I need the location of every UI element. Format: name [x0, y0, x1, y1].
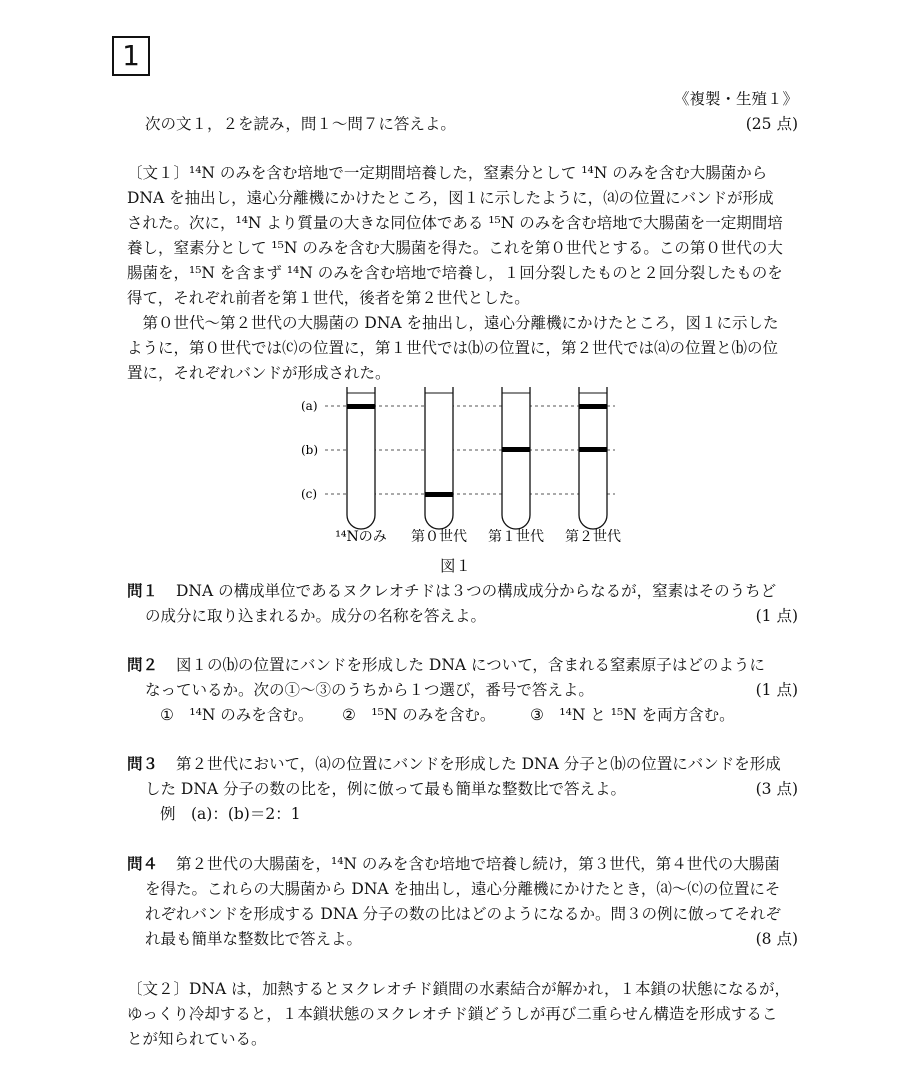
question-label: 問３ [127, 755, 159, 773]
text1-line: 腸菌を，¹⁵N を含まず ¹⁴N のみを含む培地で培養し，１回分裂したものと２回分裂したものを [127, 264, 783, 282]
instruction: 次の文１，２を読み，問１～問７に答えよ。 [145, 115, 456, 133]
question-number-box: 1 [112, 36, 150, 76]
figure-caption: 図１ [440, 557, 472, 575]
tube-generation-2 [579, 387, 607, 529]
figure-1-tubes [295, 383, 635, 553]
example: 例 (a)：(b)＝2：1 [160, 805, 301, 823]
text1-line: 養し，窒素分として ¹⁵N のみを含む大腸菌を得た。これを第０世代とする。この第０世代の大 [127, 239, 783, 257]
question-text: れ最も簡単な整数比で答えよ。 [145, 930, 363, 948]
tube-label-14n: ¹⁴Nのみ [335, 529, 387, 545]
text1-line: 得て，それぞれ前者を第１世代，後者を第２世代とした。 [127, 289, 530, 307]
tube-label-gen1: 第１世代 [488, 529, 544, 545]
option-1: ① ¹⁴N のみを含む。 [160, 706, 314, 724]
tube-label-gen0: 第０世代 [411, 529, 467, 545]
tube-label-gen2: 第２世代 [565, 529, 621, 545]
question-text: 第２世代において，⒜の位置にバンドを形成した DNA 分子と⒝の位置にバンドを形成 [176, 755, 781, 773]
tube-generation-1 [502, 387, 530, 529]
row-label-c: (c) [301, 487, 318, 501]
band-b [579, 447, 607, 452]
question-text: した DNA 分子の数の比を，例に倣って最も簡単な整数比で答えよ。 [145, 780, 627, 798]
question-label: 問２ [127, 656, 159, 674]
text2-line: とが知られている。 [127, 1030, 267, 1048]
band-a [579, 404, 607, 409]
question-points: (8 点) [755, 930, 798, 948]
source-note: 《複製・生殖１》 [673, 90, 798, 108]
question-label: 問１ [127, 582, 159, 600]
question-text: の成分に取り込まれるか。成分の名称を答えよ。 [145, 607, 487, 625]
question-text: を得た。これらの大腸菌から DNA を抽出し，遠心分離機にかけたとき，⒜～⒞の位置にそ [145, 880, 781, 898]
text1-line: された。次に，¹⁴N より質量の大きな同位体である ¹⁵N のみを含む培地で大腸菌を一定期間培 [127, 214, 783, 232]
text1-line: ように，第０世代では⒞の位置に，第１世代では⒝の位置に，第２世代では⒜の位置と⒝の位 [127, 339, 779, 357]
question-label: 問４ [127, 855, 159, 873]
question-text: 図１の⒝の位置にバンドを形成した DNA について，含まれる窒素原子はどのように [176, 656, 765, 674]
question-text: なっているか。次の①～③のうちから１つ選び，番号で答えよ。 [145, 681, 594, 699]
question-points: (3 点) [755, 780, 798, 798]
question-text: 第２世代の大腸菌を，¹⁴N のみを含む培地で培養し続け，第３世代，第４世代の大腸菌 [176, 855, 780, 873]
option-3: ③ ¹⁴N と ¹⁵N を両方含む。 [530, 706, 735, 724]
text1-line: 〔文１〕¹⁴N のみを含む培地で一定期間培養した，窒素分として ¹⁴N のみを含む大腸菌から [127, 164, 768, 182]
text2-line: ゆっくり冷却すると，１本鎖状態のヌクレオチド鎖どうしが再び二重らせん構造を形成するこ [127, 1005, 778, 1023]
tube-14n-only [347, 387, 375, 529]
text1-line: DNA を抽出し，遠心分離機にかけたところ，図１に示したように，⒜の位置にバンドが形成 [127, 189, 774, 207]
band-a [347, 404, 375, 409]
option-2: ② ¹⁵N のみを含む。 [342, 706, 496, 724]
text1-line: 第０世代～第２世代の大腸菌の DNA を抽出し，遠心分離機にかけたところ，図１に示した [127, 314, 779, 332]
row-label-b: (b) [301, 443, 319, 457]
question-text: れぞれバンドを形成する DNA 分子の数の比はどのようになるか。問３の例に倣ってそれぞ [145, 905, 782, 923]
row-label-a: (a) [301, 399, 318, 413]
band-c [425, 492, 453, 497]
question-points: (1 点) [755, 607, 798, 625]
question-points: (1 点) [755, 681, 798, 699]
question-text: DNA の構成単位であるヌクレオチドは３つの構成成分からなるが，窒素はそのうちど [176, 582, 777, 600]
text1-line: 置に，それぞれバンドが形成された。 [127, 364, 391, 382]
band-b [502, 447, 530, 452]
tube-generation-0 [425, 387, 453, 529]
points-total: (25 点) [745, 115, 798, 133]
text2-line: 〔文２〕DNA は，加熱するとヌクレオチド鎖間の水素結合が解かれ，１本鎖の状態になるが， [127, 980, 791, 998]
